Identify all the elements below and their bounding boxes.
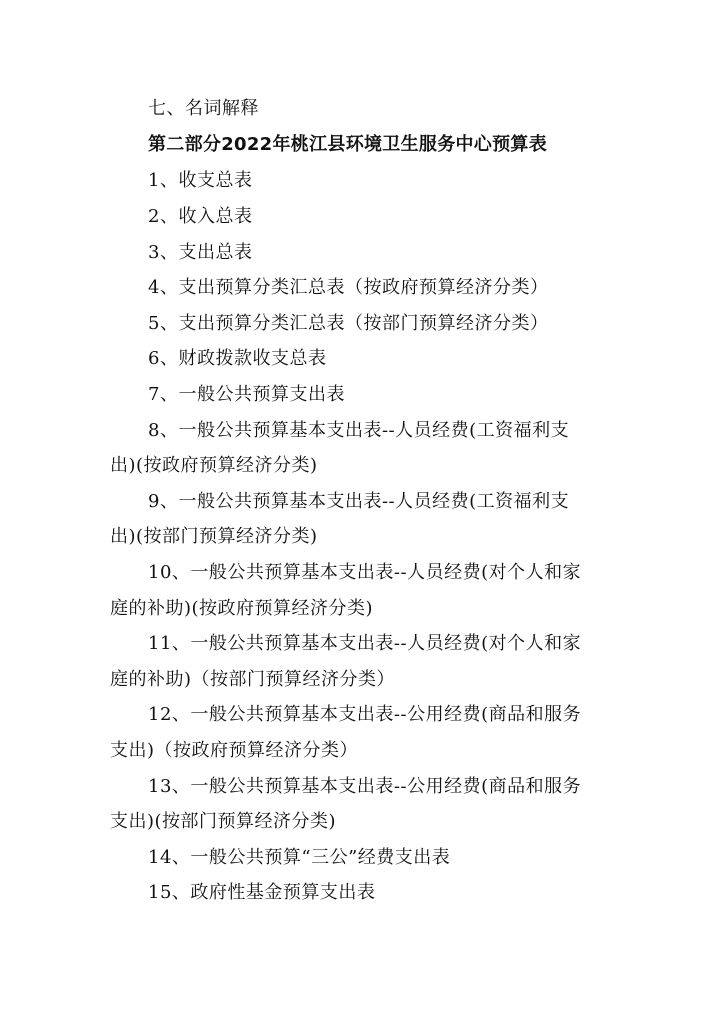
section-heading-seven: 七、名词解释	[148, 98, 259, 119]
list-item: 2、收入总表	[148, 206, 253, 227]
list-item-continuation: 支出)(按部门预算经济分类)	[110, 811, 337, 832]
list-item: 8、一般公共预算基本支出表--人员经费(工资福利支	[148, 420, 570, 441]
list-item: 9、一般公共预算基本支出表--人员经费(工资福利支	[148, 491, 570, 512]
part-two-title: 第二部分2022年桃江县环境卫生服务中心预算表	[148, 134, 547, 155]
list-item-continuation: 庭的补助)（按部门预算经济分类）	[110, 669, 396, 690]
list-item: 3、支出总表	[148, 242, 253, 263]
list-item-continuation: 庭的补助)(按政府预算经济分类)	[110, 598, 374, 619]
list-item: 1、收支总表	[148, 170, 253, 191]
list-item: 4、支出预算分类汇总表（按政府预算经济分类）	[148, 277, 549, 298]
list-item: 14、一般公共预算“三公”经费支出表	[148, 847, 451, 868]
list-item: 7、一般公共预算支出表	[148, 384, 345, 405]
list-item: 6、财政拨款收支总表	[148, 348, 327, 369]
list-item: 11、一般公共预算基本支出表--人员经费(对个人和家	[148, 633, 582, 654]
list-item-continuation: 出)(按部门预算经济分类)	[110, 526, 318, 547]
list-item: 13、一般公共预算基本支出表--公用经费(商品和服务	[148, 776, 582, 797]
list-item: 15、政府性基金预算支出表	[148, 882, 376, 903]
list-item: 10、一般公共预算基本支出表--人员经费(对个人和家	[148, 562, 582, 583]
list-item: 5、支出预算分类汇总表（按部门预算经济分类）	[148, 313, 549, 334]
list-item-continuation: 支出)（按政府预算经济分类）	[110, 740, 359, 761]
list-item: 12、一般公共预算基本支出表--公用经费(商品和服务	[148, 704, 582, 725]
list-item-continuation: 出)(按政府预算经济分类)	[110, 455, 318, 476]
